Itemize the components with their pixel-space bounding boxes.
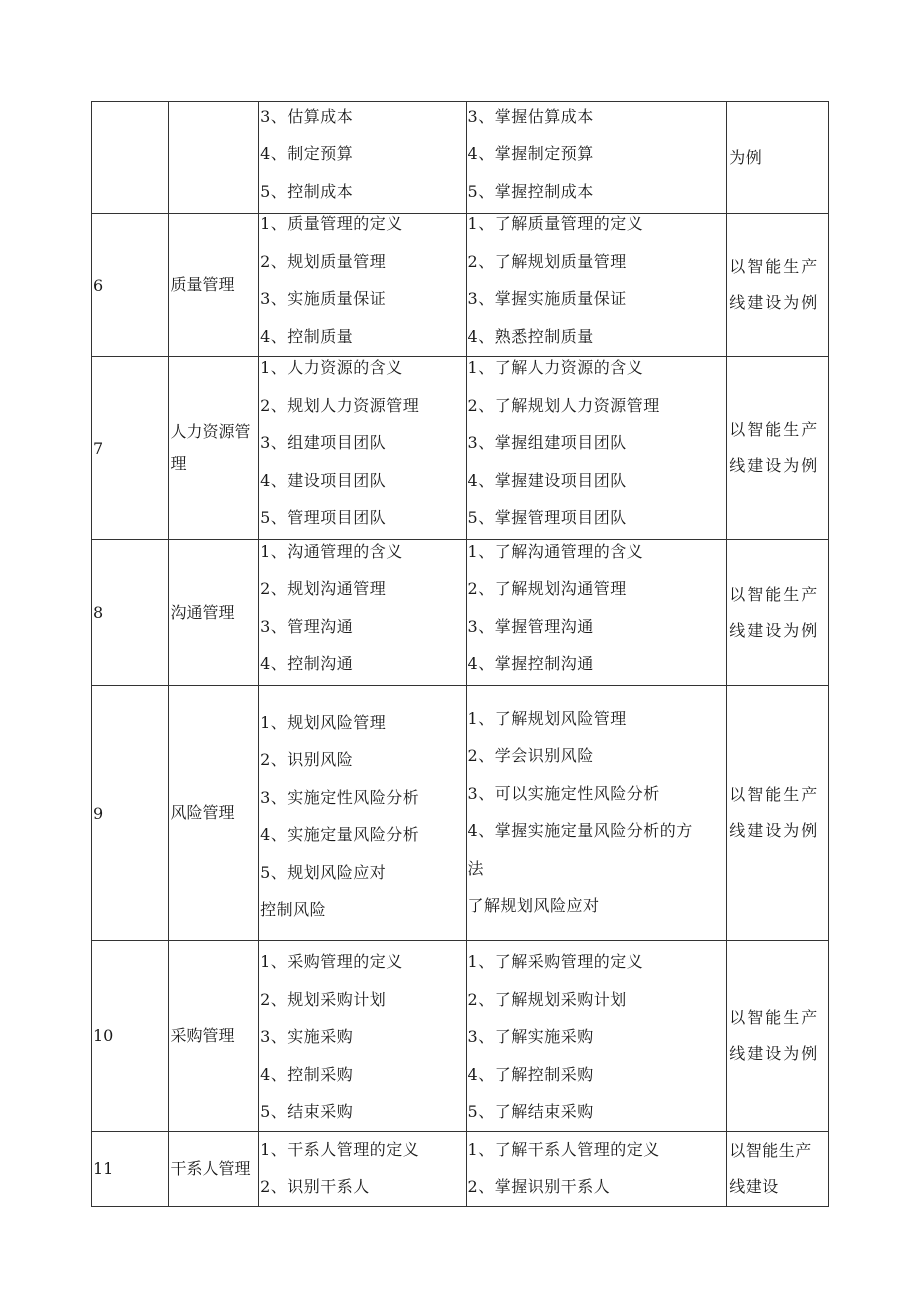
requirement-line: 3、掌握组建项目团队 — [467, 433, 627, 453]
content-cell — [259, 214, 466, 357]
requirement-line: 1、了解干系人管理的定义 — [467, 1139, 660, 1159]
case-text: 以智能生产线建设为例 — [729, 785, 820, 840]
requirement-cell — [466, 1131, 727, 1206]
module-title-cell: 采购管理 — [168, 941, 259, 1132]
requirement-line: 3、可以实施定性风险分析 — [467, 783, 660, 803]
table-row — [92, 357, 829, 540]
module-title-cell — [168, 102, 259, 214]
content-line: 2、识别干系人 — [260, 1177, 370, 1196]
content-cell — [259, 357, 466, 540]
requirement-line: 1、了解质量管理的定义 — [467, 214, 644, 233]
requirement-line: 2、了解规划人力资源管理 — [467, 395, 660, 415]
content-line: 控制风险 — [260, 900, 327, 919]
content-line: 3、估算成本 — [260, 106, 354, 126]
content-line: 4、控制质量 — [260, 326, 354, 346]
module-title-cell: 沟通管理 — [168, 540, 259, 686]
requirement-line: 4、了解控制采购 — [467, 1064, 594, 1084]
requirement-cell — [466, 686, 727, 941]
content-line: 2、规划质量管理 — [260, 251, 387, 271]
row-number-cell — [92, 102, 169, 214]
requirement-line: 4、掌握制定预算 — [467, 144, 594, 164]
content-line: 3、实施采购 — [260, 1027, 354, 1046]
case-cell — [727, 102, 829, 214]
row-number-cell: 8 — [92, 540, 169, 686]
case-text: 以智能生产线建设 — [729, 1140, 812, 1196]
case-cell — [727, 941, 829, 1132]
content-line: 4、控制沟通 — [260, 654, 354, 673]
module-title-cell: 干系人管理 — [168, 1131, 259, 1206]
content-cell — [259, 102, 466, 214]
case-cell — [727, 686, 829, 941]
requirement-line: 1、了解沟通管理的含义 — [467, 541, 644, 561]
requirement-line: 3、掌握估算成本 — [467, 106, 594, 126]
content-line: 1、规划风险管理 — [260, 712, 387, 732]
case-text: 以智能生产线建设为例 — [729, 1007, 820, 1063]
requirement-line: 了解规划风险应对 — [467, 896, 600, 915]
requirement-cell — [466, 102, 727, 214]
syllabus-table — [91, 101, 829, 1207]
content-line: 1、沟通管理的含义 — [260, 541, 403, 561]
row-number-cell: 10 — [92, 941, 169, 1132]
requirement-line: 2、学会识别风险 — [467, 746, 594, 765]
row-number-cell: 6 — [92, 214, 169, 357]
requirement-line: 3、掌握管理沟通 — [467, 616, 594, 636]
case-cell — [727, 540, 829, 686]
requirement-cell — [466, 941, 727, 1132]
requirement-line: 2、掌握识别干系人 — [467, 1177, 611, 1196]
content-line: 5、结束采购 — [260, 1102, 354, 1121]
requirement-line: 4、掌握建设项目团队 — [467, 470, 627, 490]
content-line: 1、质量管理的定义 — [260, 214, 403, 233]
content-line: 3、组建项目团队 — [260, 433, 387, 453]
case-text: 以智能生产线建设为例 — [729, 420, 820, 475]
requirement-line: 4、熟悉控制质量 — [467, 326, 594, 346]
requirement-line: 4、掌握实施定量风险分析的方 — [467, 821, 693, 840]
content-line: 4、控制采购 — [260, 1064, 354, 1084]
content-cell — [259, 1131, 466, 1206]
requirement-line: 1、了解采购管理的定义 — [467, 952, 644, 971]
content-cell — [259, 941, 466, 1132]
case-text: 以智能生产线建设为例 — [729, 257, 820, 312]
requirement-line: 1、了解人力资源的含义 — [467, 358, 644, 378]
table-row — [92, 686, 829, 941]
requirement-line: 2、了解规划质量管理 — [467, 251, 627, 271]
row-number-cell: 11 — [92, 1131, 169, 1206]
table-row — [92, 1131, 829, 1206]
content-line: 2、规划采购计划 — [260, 989, 387, 1009]
content-line: 3、实施质量保证 — [260, 289, 387, 308]
content-line: 1、人力资源的含义 — [260, 358, 403, 378]
content-line: 2、规划人力资源管理 — [260, 395, 420, 415]
content-line: 5、管理项目团队 — [260, 508, 387, 528]
content-line: 2、识别风险 — [260, 750, 354, 769]
table-row — [92, 214, 829, 357]
content-line: 1、干系人管理的定义 — [260, 1139, 420, 1159]
module-title-cell: 人力资源管理 — [168, 357, 259, 540]
requirement-cell — [466, 540, 727, 686]
requirement-line: 5、掌握控制成本 — [467, 181, 594, 201]
content-line: 4、制定预算 — [260, 144, 354, 164]
case-text: 为例 — [729, 147, 763, 167]
requirement-line: 2、了解规划沟通管理 — [467, 579, 627, 598]
case-cell — [727, 214, 829, 357]
requirement-line: 1、了解规划风险管理 — [467, 708, 627, 728]
case-cell — [727, 357, 829, 540]
case-cell — [727, 1131, 829, 1206]
row-number-cell: 7 — [92, 357, 169, 540]
content-line: 5、控制成本 — [260, 181, 354, 201]
content-line: 5、规划风险应对 — [260, 862, 387, 882]
content-line: 1、采购管理的定义 — [260, 952, 403, 971]
requirement-line: 法 — [467, 858, 485, 878]
requirement-line: 3、掌握实施质量保证 — [467, 289, 627, 308]
requirement-line: 2、了解规划采购计划 — [467, 989, 627, 1009]
content-cell — [259, 540, 466, 686]
requirement-line: 5、掌握管理项目团队 — [467, 508, 627, 528]
table-row — [92, 102, 829, 214]
content-line: 3、实施定性风险分析 — [260, 787, 420, 807]
requirement-cell — [466, 357, 727, 540]
requirement-line: 4、掌握控制沟通 — [467, 654, 594, 673]
content-line: 2、规划沟通管理 — [260, 579, 387, 598]
table-row — [92, 941, 829, 1132]
requirement-cell — [466, 214, 727, 357]
case-text: 以智能生产线建设为例 — [729, 584, 820, 640]
content-line: 4、建设项目团队 — [260, 470, 387, 490]
content-line: 4、实施定量风险分析 — [260, 825, 420, 844]
row-number-cell: 9 — [92, 686, 169, 941]
module-title-cell: 风险管理 — [168, 686, 259, 941]
requirement-line: 5、了解结束采购 — [467, 1102, 594, 1121]
module-title-cell: 质量管理 — [168, 214, 259, 357]
requirement-line: 3、了解实施采购 — [467, 1027, 594, 1046]
content-line: 3、管理沟通 — [260, 616, 354, 636]
content-cell — [259, 686, 466, 941]
table-row — [92, 540, 829, 686]
